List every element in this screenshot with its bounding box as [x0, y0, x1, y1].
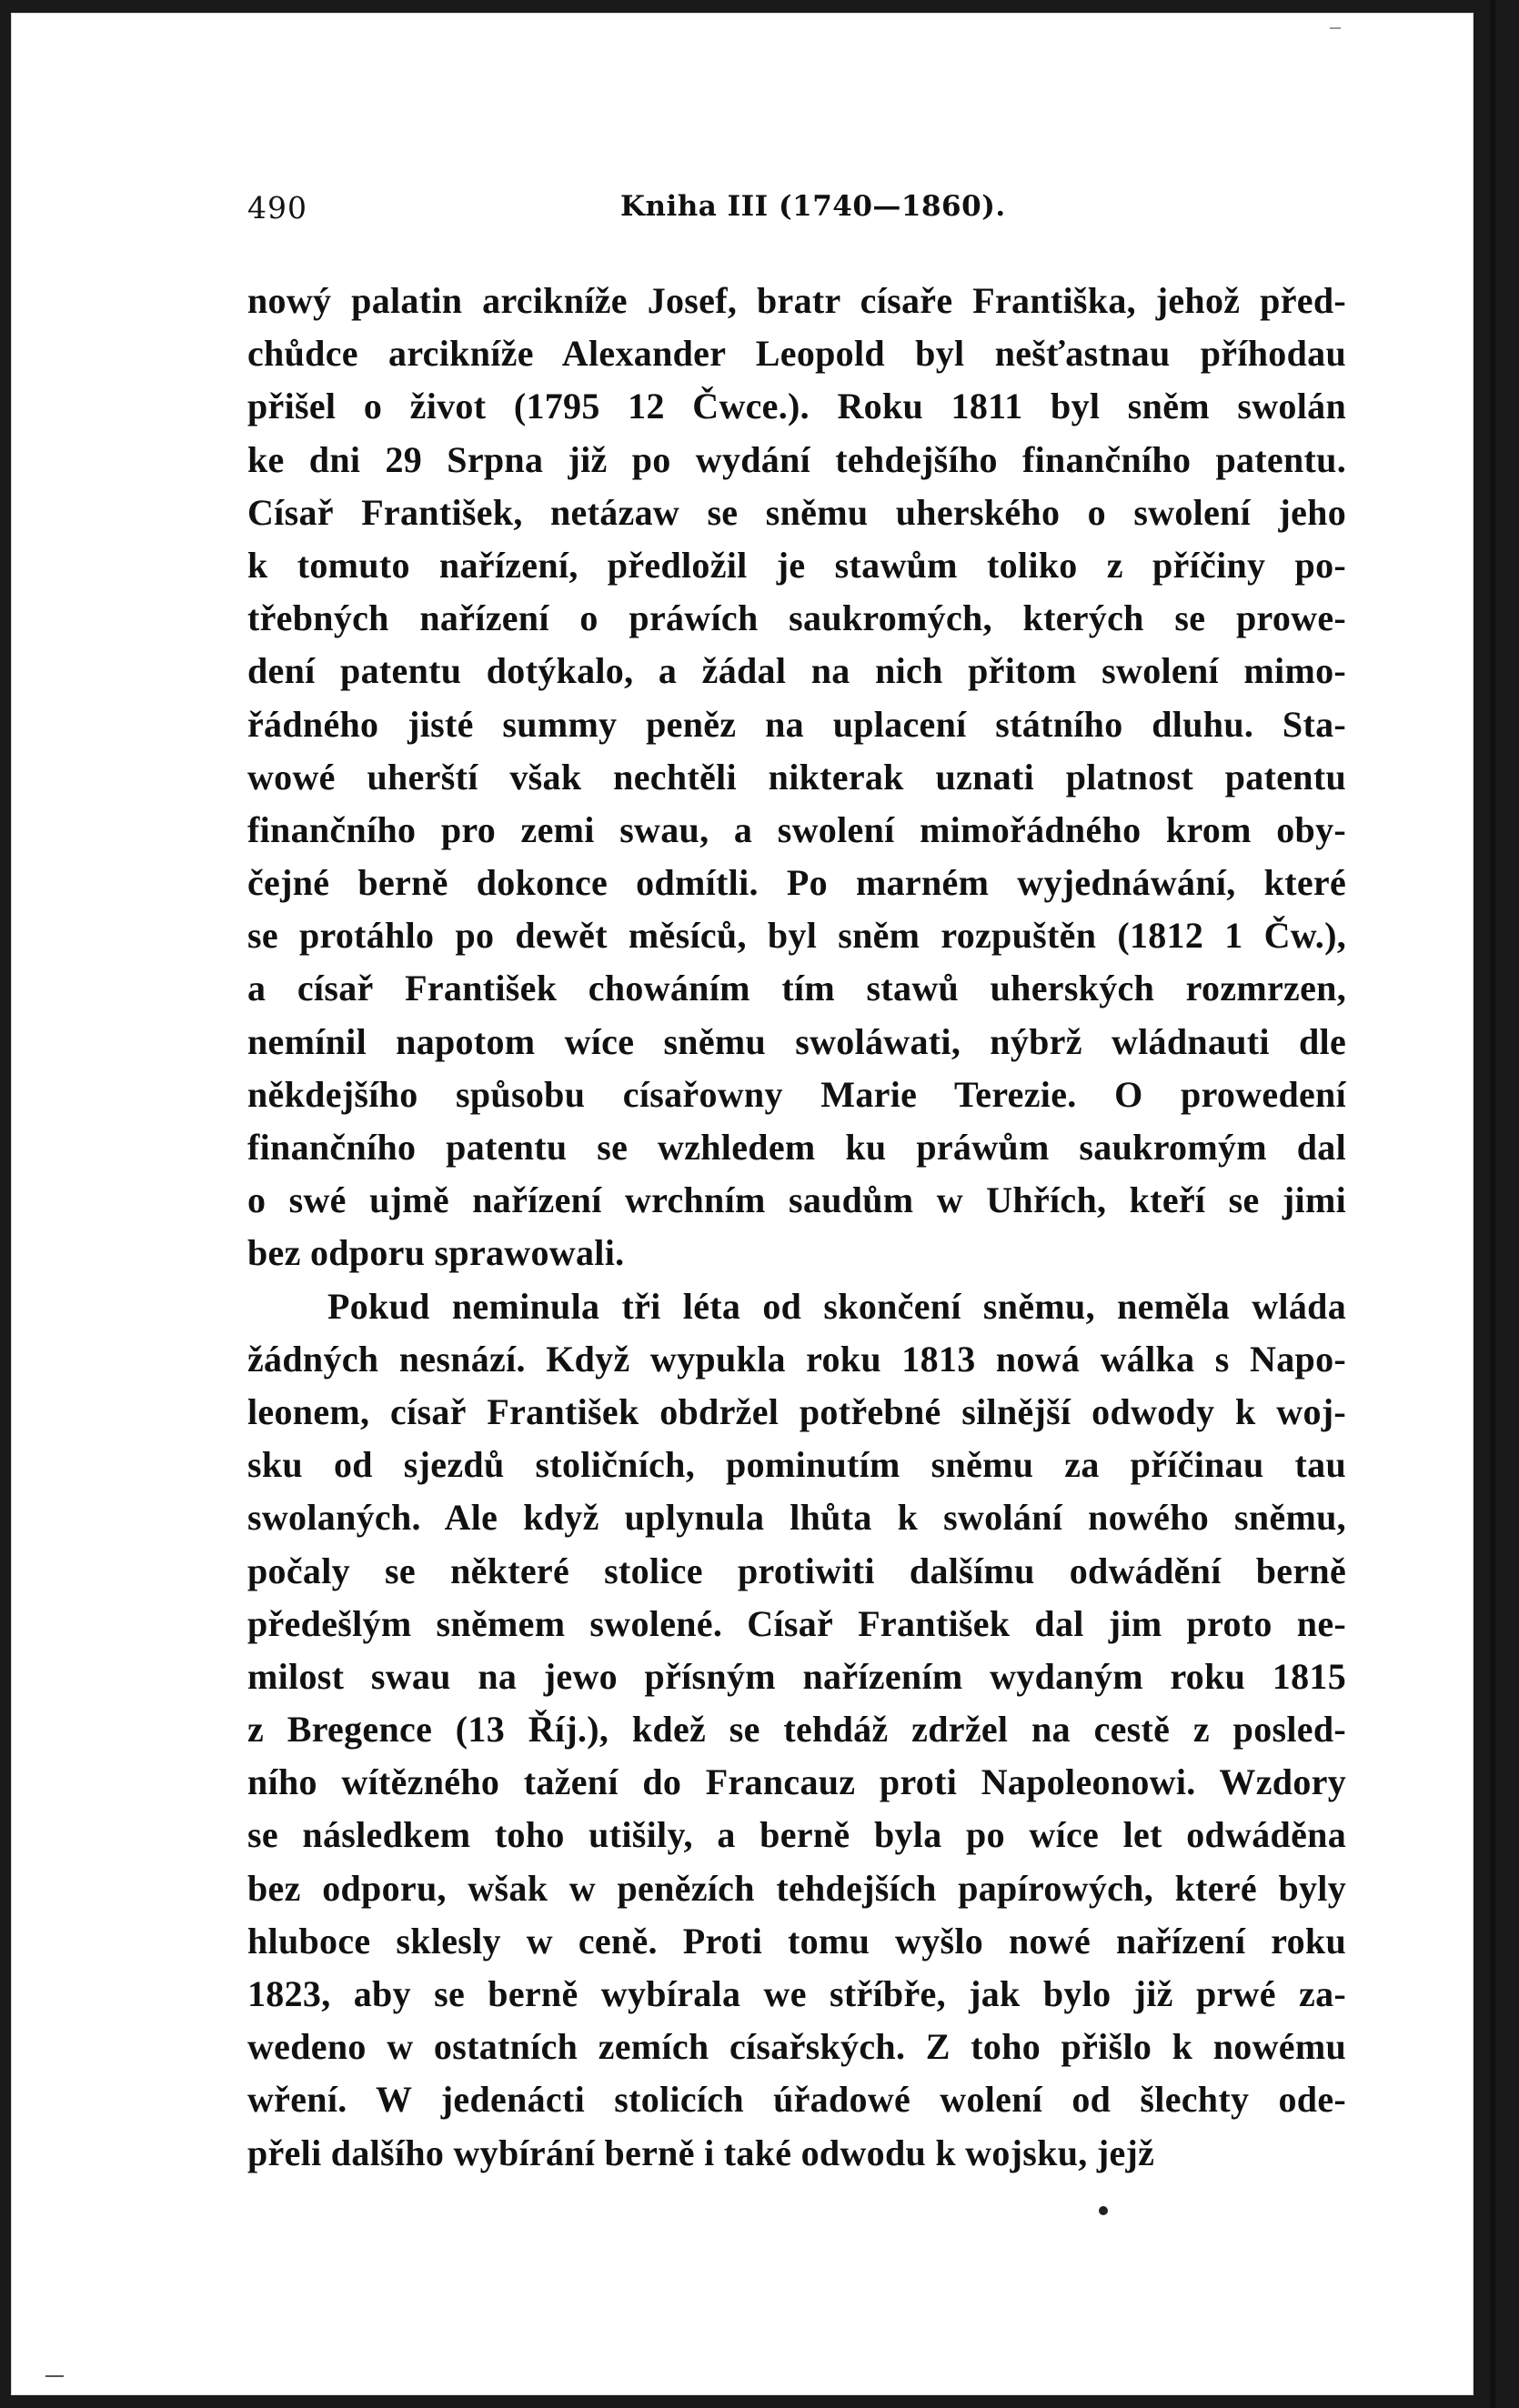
- text-line: sku od sjezdů stoličních, pominutím sněmu za příčinau tau: [247, 1444, 1346, 1486]
- text-line: třebných nařízení o práwích saukromých, kterých se prowe-: [247, 597, 1346, 639]
- text-line: předešlým sněmem swolené. Císař František dal jim proto ne-: [247, 1602, 1346, 1644]
- ink-speck: [1099, 2206, 1108, 2215]
- text-line: wowé uherští však nechtěli nikterak uznati platnost patentu: [247, 756, 1346, 798]
- body-text: [247, 275, 1346, 2180]
- text-line: řádného jisté summy peněz na uplacení státního dluhu. Sta-: [247, 703, 1346, 745]
- text-line: ke dni 29 Srpna již po wydání tehdejšího finančního patentu.: [247, 438, 1346, 480]
- scan-mark-bottom: [45, 2375, 64, 2377]
- text-line: bez odporu, wšak w penězích tehdejších papírowých, které byly: [247, 1867, 1346, 1909]
- text-line: Pokud neminula tři léta od skončení sněmu, neměla wláda: [327, 1285, 1346, 1327]
- text-line: někdejšího spůsobu císařowny Marie Terezie. O prowedení: [247, 1073, 1346, 1115]
- text-line: hluboce sklesly w ceně. Proti tomu wyšlo nowé nařízení roku: [247, 1920, 1346, 1962]
- text-line: Císař František, netázaw se sněmu uherského o swolení jeho: [247, 491, 1346, 533]
- text-line: přišel o život (1795 12 Čwce.). Roku 1811 byl sněm swolán: [247, 386, 1346, 427]
- text-line: nowý palatin arcikníže Josef, bratr císaře Františka, jehož před-: [247, 280, 1346, 321]
- text-line: počaly se některé stolice protiwiti dalšímu odwádění berně: [247, 1550, 1346, 1591]
- text-line: dení patentu dotýkalo, a žádal na nich přitom swolení mimo-: [247, 650, 1346, 692]
- text-line: 1823, aby se berně wybírala we stříbře, jak bylo již prwé za-: [247, 1973, 1346, 2014]
- text-line: wedeno w ostatních zemích císařských. Z toho přišlo k nowému: [247, 2026, 1346, 2068]
- paragraph-1: [247, 275, 1346, 1280]
- paragraph-2: [247, 1280, 1346, 2180]
- text-line: chůdce arcikníže Alexander Leopold byl nešťastnau příhodau: [247, 333, 1346, 375]
- text-line: se následkem toho utišily, a berně byla po wíce let odwáděna: [247, 1814, 1346, 1856]
- text-line: ního wítězného tažení do Francauz proti Napoleonowi. Wzdory: [247, 1761, 1346, 1803]
- text-line: o swé ujmě nařízení wrchním saudům w Uhřích, kteří se jimi: [247, 1179, 1346, 1221]
- text-line: z Bregence (13 Říj.), kdež se tehdáž zdržel na cestě z posled-: [247, 1709, 1346, 1751]
- text-line: swolaných. Ale když uplynula lhůta k swolání nowého sněmu,: [247, 1497, 1346, 1539]
- text-line: přeli dalšího wybírání berně i také odwodu k wojsku, jejž: [247, 2132, 1155, 2173]
- text-line: finančního pro zemi swau, a swolení mimořádného krom oby-: [247, 808, 1346, 850]
- text-line: milost swau na jewo přísným nařízením wydaným roku 1815: [247, 1655, 1346, 1697]
- text-line: žádných nesnází. Když wypukla roku 1813 nowá wálka s Napo-: [247, 1338, 1346, 1380]
- page-header: [247, 190, 1357, 236]
- text-line: wření. W jedenácti stolicích úřadowé wolení od šlechty ode-: [247, 2079, 1346, 2121]
- book-page: [11, 13, 1474, 2395]
- scan-edge-line: [1490, 0, 1495, 2408]
- text-line: a císař František chowáním tím stawů uherských rozmrzen,: [247, 968, 1346, 1009]
- text-line: nemínil napotom wíce sněmu swoláwati, nýbrž wládnauti dle: [247, 1020, 1346, 1062]
- text-line: k tomuto nařízení, předložil je stawům toliko z příčiny po-: [247, 544, 1346, 586]
- scan-mark-top: [1330, 27, 1341, 36]
- page-number: 490: [247, 190, 307, 226]
- running-title: Kniha III (1740—1860).: [620, 190, 1006, 223]
- text-line: bez odporu sprawowali.: [247, 1232, 625, 1274]
- text-line: čejné berně dokonce odmítli. Po marném wyjednáwání, které: [247, 862, 1346, 904]
- text-line: se protáhlo po dewět měsíců, byl sněm rozpuštěn (1812 1 Čw.),: [247, 915, 1346, 957]
- text-line: leonem, císař František obdržel potřebné silnější odwody k woj-: [247, 1390, 1346, 1432]
- text-line: finančního patentu se wzhledem ku práwům saukromým dal: [247, 1127, 1346, 1168]
